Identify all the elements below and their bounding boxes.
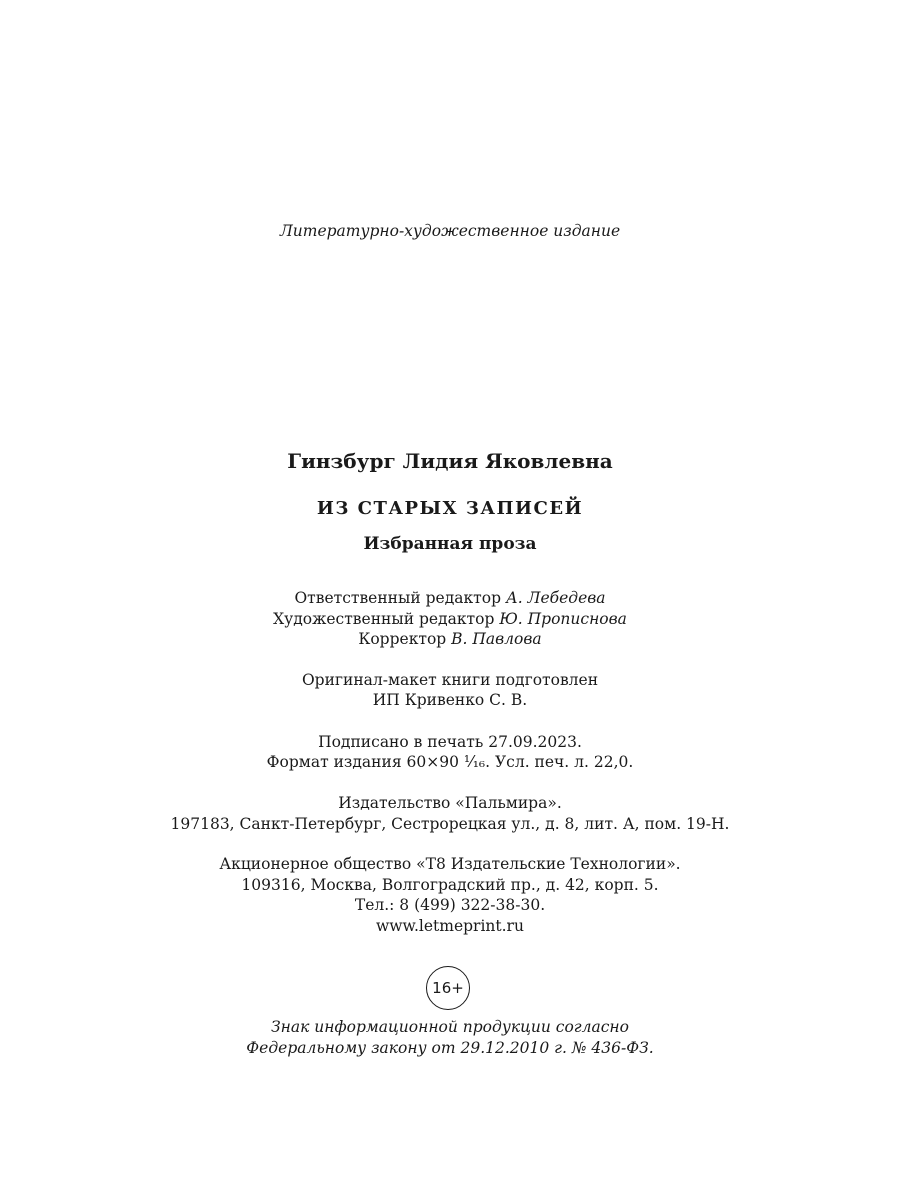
- print-signed: Подписано в печать 27.09.2023.: [318, 733, 582, 751]
- printer-name: Акционерное общество «Т8 Издательские Технологии».: [219, 855, 681, 873]
- layout-credit-line2: ИП Кривенко С. В.: [372, 691, 528, 709]
- printer-phone: Тел.: 8 (499) 322-38-30.: [354, 896, 546, 914]
- layout-credit-line1: Оригинал-макет книги подготовлен: [301, 671, 599, 689]
- corrector-name: В. Павлова: [451, 630, 542, 648]
- age-rating-label: 16+: [432, 979, 464, 997]
- book-title: ИЗ СТАРЫХ ЗАПИСЕЙ: [316, 498, 584, 519]
- book-subtitle: Избранная проза: [363, 534, 537, 554]
- credit-editor: [0, 589, 900, 607]
- art-editor-role: Художественный редактор: [273, 610, 495, 628]
- legal-notice-line1: Знак информационной продукции согласно: [271, 1018, 629, 1036]
- publisher-name: Издательство «Пальмира».: [338, 794, 562, 812]
- art-editor-name: Ю. Прописнова: [499, 610, 627, 628]
- print-format: Формат издания 60×90 ¹⁄₁₆. Усл. печ. л. 22,0.: [266, 753, 634, 771]
- credit-art-editor: [0, 610, 900, 628]
- legal-notice-line2: Федеральному закону от 29.12.2010 г. № 436-ФЗ.: [246, 1039, 654, 1057]
- editor-name: А. Лебедева: [505, 589, 606, 607]
- author-name: Гинзбург Лидия Яковлевна: [287, 449, 613, 473]
- age-rating-badge: [426, 966, 470, 1010]
- printer-website: www.letmeprint.ru: [376, 917, 524, 935]
- edition-type: Литературно-художественное издание: [279, 222, 621, 240]
- printer-address: 109316, Москва, Волгоградский пр., д. 42, корп. 5.: [241, 876, 659, 894]
- corrector-role: Корректор: [358, 630, 447, 648]
- editor-role: Ответственный редактор: [294, 589, 502, 607]
- publisher-address: 197183, Санкт-Петербург, Сестрорецкая ул., д. 8, лит. А, пом. 19-Н.: [170, 815, 730, 833]
- credit-corrector: [0, 630, 900, 648]
